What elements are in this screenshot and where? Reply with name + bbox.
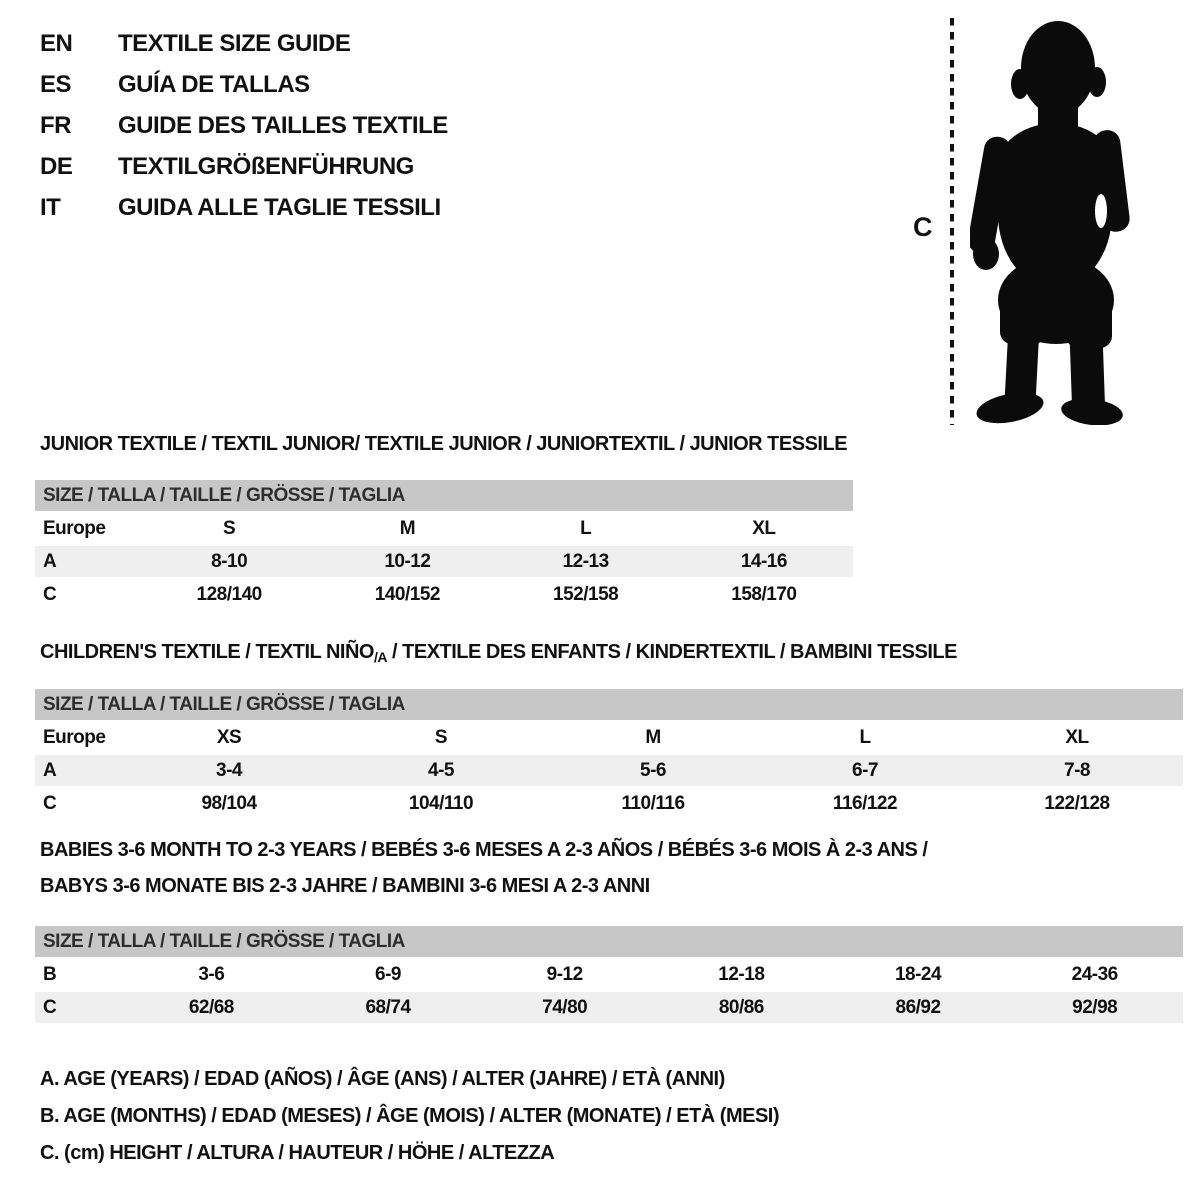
height-value: 152/158 [553,583,619,605]
measure-legend [40,1068,779,1165]
height-dashed-line [948,18,956,425]
children-title-sub: /A [373,649,387,665]
height-value: 140/152 [374,583,440,605]
section-title-children [40,641,957,668]
guide-title-fr: GUIDE DES TAILLES TEXTILE [118,112,448,139]
height-value: 128/140 [196,583,262,605]
row-label: B [43,963,57,985]
age-value: 12-13 [562,550,609,572]
toddler-silhouette-icon [970,18,1142,425]
measure-label-c: C [913,212,932,242]
guide-title-de: TEXTILGRÖßENFÜHRUNG [118,153,414,180]
legend-age-months: B. AGE (MONTHS) / EDAD (MESES) / ÂGE (MOIS) / ALTER (MONATE) / ETÀ (MESI) [40,1105,780,1127]
height-value: 122/128 [1044,792,1110,814]
children-title-pre: CHILDREN'S TEXTILE / TEXTIL NIÑO [40,641,374,663]
height-value: 86/92 [895,996,941,1018]
size-value: XL [1065,726,1089,748]
size-value: S [223,517,236,539]
height-value: 92/98 [1072,996,1118,1018]
language-code: DE [40,153,73,180]
age-value: 18-24 [894,963,942,985]
age-value: 3-4 [216,759,242,781]
height-value: 68/74 [365,996,411,1018]
age-value: 12-18 [718,963,765,985]
size-value: L [859,726,871,748]
height-value: 98/104 [201,792,257,814]
language-title-list [40,30,448,222]
age-value: 6-7 [852,759,878,781]
height-value: 74/80 [542,996,588,1018]
table-row-height-cm [35,992,1183,1023]
language-code: FR [40,112,71,139]
height-value: 104/110 [408,792,474,814]
guide-title-es: GUÍA DE TALLAS [118,71,310,98]
age-value: 3-6 [198,963,225,985]
size-value: M [399,517,416,539]
children-size-table [35,689,1183,819]
size-header-bar: SIZE / TALLA / TAILLE / GRÖSSE / TAGLIA [35,926,1183,957]
junior-size-table [35,480,853,610]
table-row-age-years [35,546,853,577]
height-value: 110/116 [621,792,685,814]
row-label: A [43,759,57,781]
age-value: 8-10 [211,550,248,572]
table-row-height-cm [35,788,1183,819]
babies-size-table [35,926,1183,1023]
size-value: XS [216,726,242,748]
legend-height-cm: C. (cm) HEIGHT / ALTURA / HAUTEUR / HÖHE / ALTEZZA [40,1142,555,1164]
height-measure-figure [905,14,1155,432]
size-value: XL [752,517,776,539]
children-title-post: / TEXTILE DES ENFANTS / KINDERTEXTIL / BAMBINI TESSILE [386,641,957,663]
size-value: S [434,726,448,748]
guide-title-it: GUIDA ALLE TAGLIE TESSILI [118,194,441,221]
row-label: C [43,996,57,1018]
age-value: 14-16 [740,550,787,572]
age-value: 10-12 [384,550,431,572]
height-value: 62/68 [188,996,234,1018]
row-label: A [43,550,57,572]
language-code: EN [40,30,73,57]
age-value: 24-36 [1071,963,1118,985]
table-row-europe [35,513,853,544]
age-value: 5-6 [640,759,666,781]
size-header-bar: SIZE / TALLA / TAILLE / GRÖSSE / TAGLIA [35,689,1183,720]
row-label: Europe [43,726,106,748]
section-title-junior: JUNIOR TEXTILE / TEXTIL JUNIOR/ TEXTILE JUNIOR / JUNIORTEXTIL / JUNIOR TESSILE [40,433,848,455]
guide-title-en: TEXTILE SIZE GUIDE [118,30,351,57]
language-row-fr [40,112,448,140]
age-value: 7-8 [1064,759,1090,781]
table-row-height-cm [35,579,853,610]
language-row-en [40,30,448,58]
babies-title-line1: BABIES 3-6 MONTH TO 2-3 YEARS / BEBÉS 3-6 MESES A 2-3 AÑOS / BÉBÉS 3-6 MOIS À 2-3 ANS / [40,839,928,861]
height-value: 80/86 [718,996,764,1018]
language-code: ES [40,71,72,98]
row-label: Europe [43,517,106,539]
table-row-age-years [35,755,1183,786]
language-row-de [40,153,448,181]
size-value: L [580,517,592,539]
section-title-babies [40,839,927,897]
row-label: C [43,583,57,605]
age-value: 9-12 [546,963,583,985]
table-row-age-months [35,959,1183,990]
row-label: C [43,792,57,814]
size-value: M [645,726,661,748]
legend-age-years: A. AGE (YEARS) / EDAD (AÑOS) / ÂGE (ANS) / ALTER (JAHRE) / ETÀ (ANNI) [40,1068,725,1090]
language-row-es [40,71,448,99]
size-header-bar: SIZE / TALLA / TAILLE / GRÖSSE / TAGLIA [35,480,853,511]
table-row-europe [35,722,1183,753]
language-code: IT [40,194,61,221]
height-value: 116/122 [832,792,898,814]
height-value: 158/170 [731,583,797,605]
babies-title-line2: BABYS 3-6 MONATE BIS 2-3 JAHRE / BAMBINI 3-6 MESI A 2-3 ANNI [40,875,650,897]
age-value: 4-5 [428,759,454,781]
age-value: 6-9 [375,963,401,985]
language-row-it [40,194,448,222]
